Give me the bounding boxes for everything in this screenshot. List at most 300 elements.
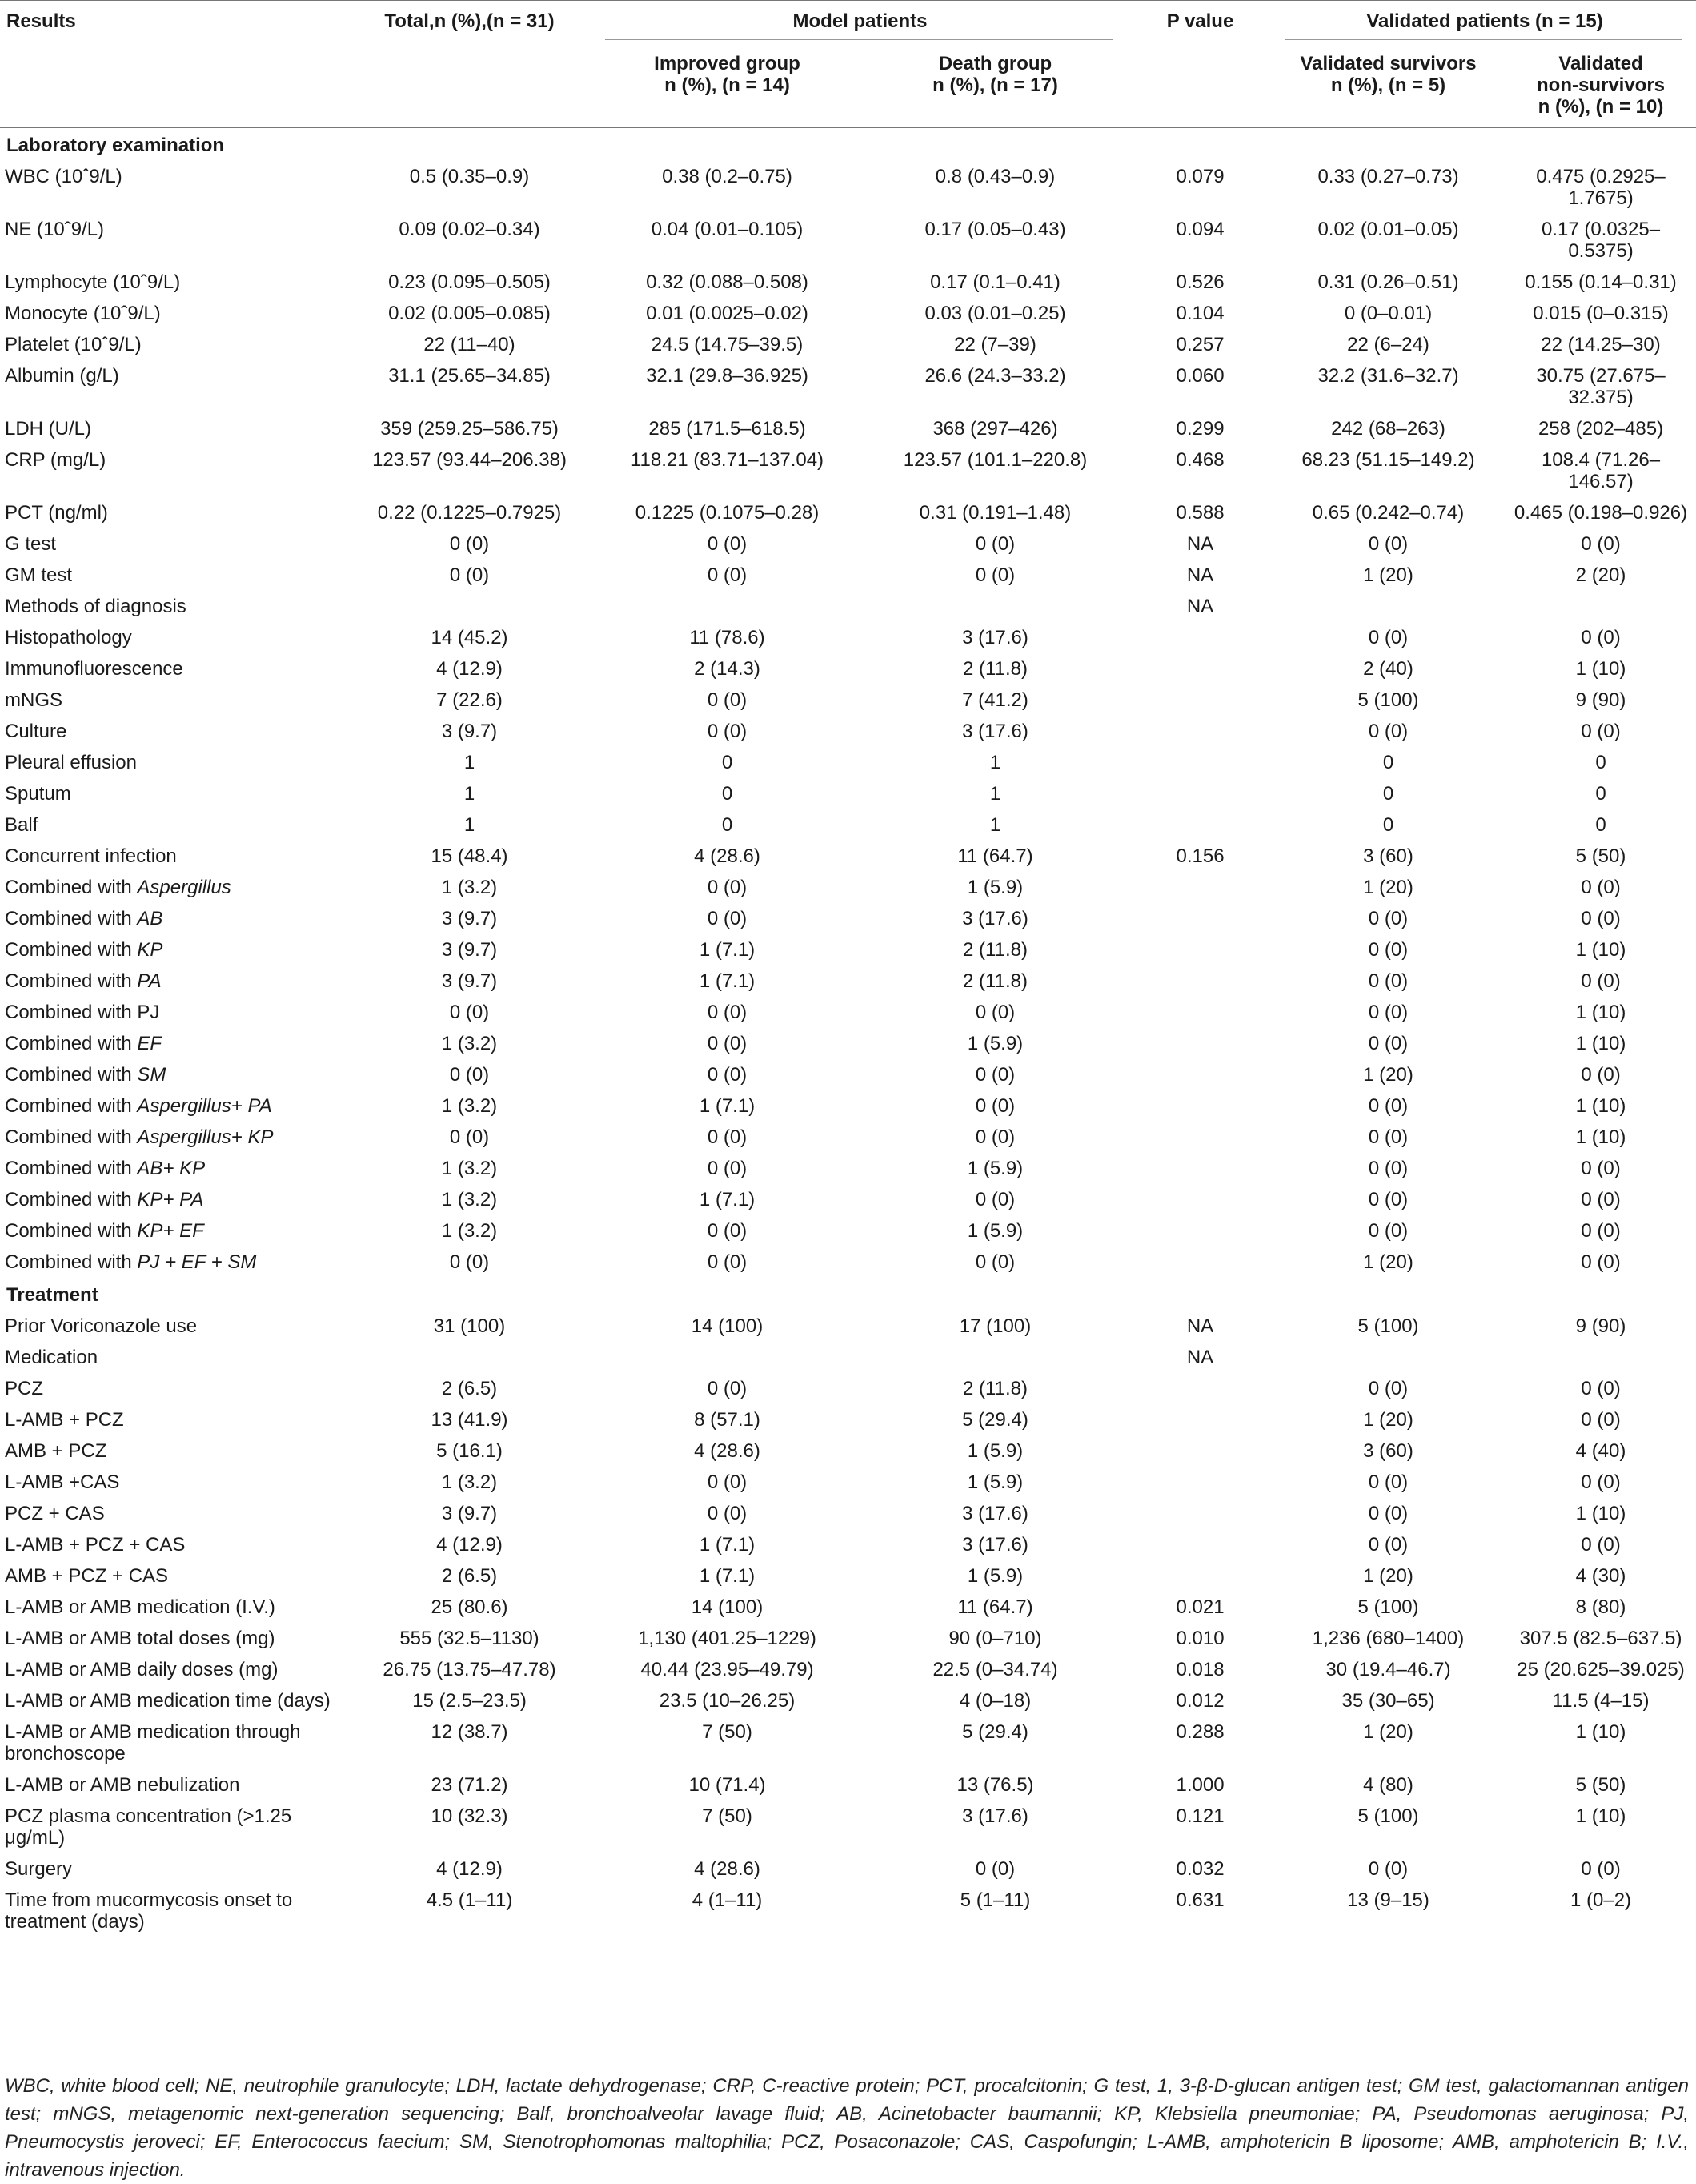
table-row xyxy=(0,329,1696,360)
table-cell: 5 (50) xyxy=(1575,1774,1626,1796)
table-cell: 0 (0) xyxy=(1368,1033,1409,1054)
table-cell: 25 (80.6) xyxy=(431,1596,508,1618)
table-cell: 359 (259.25–586.75) xyxy=(380,418,559,440)
table-cell: 4 (12.9) xyxy=(436,1534,503,1556)
table-cell: 0 (0) xyxy=(449,1126,490,1148)
table-cell xyxy=(1127,622,1271,653)
table-cell: 14 (100) xyxy=(691,1596,764,1618)
table-cell: 555 (32.5–1130) xyxy=(399,1628,539,1649)
row-label: GM test xyxy=(5,564,73,586)
table-cell: 1 (3.2) xyxy=(441,1220,498,1242)
table-cell: 3 (9.7) xyxy=(441,970,498,992)
table-cell: 0.17 (0.0325–0.5375) xyxy=(1541,219,1661,262)
table-cell: 1 (20) xyxy=(1363,564,1413,586)
table-cell: 31 (100) xyxy=(433,1315,506,1337)
row-label: Concurrent infection xyxy=(5,845,177,867)
table-cell: 22 (14.25–30) xyxy=(1541,334,1661,355)
table-cell: 0 (0) xyxy=(1368,908,1409,929)
table-cell: 3 (17.6) xyxy=(962,908,1028,929)
table-cell: 0 (0) xyxy=(1368,1858,1409,1880)
table-cell: 0 (0) xyxy=(1368,1378,1409,1399)
row-label: Albumin (g/L) xyxy=(5,365,119,387)
table-row xyxy=(0,1654,1696,1685)
table-cell xyxy=(1127,872,1271,903)
table-row xyxy=(0,1247,1696,1278)
table-cell: 0.32 (0.088–0.508) xyxy=(646,271,808,293)
table-cell: 30.75 (27.675–32.375) xyxy=(1536,365,1666,408)
table-cell: 1 (5.9) xyxy=(967,1471,1024,1493)
table-cell: 5 (100) xyxy=(1357,1805,1419,1827)
table-cell: 0.22 (0.1225–0.7925) xyxy=(377,502,562,524)
table-cell: 22.5 (0–34.74) xyxy=(932,1659,1058,1680)
row-label: PCZ + CAS xyxy=(5,1503,105,1524)
table-cell: 0 (0) xyxy=(707,1251,748,1273)
row-label: PCZ xyxy=(5,1378,43,1399)
table-cell: 32.2 (31.6–32.7) xyxy=(1317,365,1459,387)
row-label: Combined with EF xyxy=(5,1033,162,1054)
table-cell xyxy=(1127,934,1271,966)
row-label: Combined with KP+ PA xyxy=(5,1189,204,1210)
table-cell: 0 (0) xyxy=(975,1126,1016,1148)
table-row xyxy=(0,298,1696,329)
table-cell: 4 (12.9) xyxy=(436,658,503,680)
table-cell: 5 (29.4) xyxy=(962,1721,1028,1743)
row-label: Medication xyxy=(5,1347,98,1368)
table-cell xyxy=(1127,1467,1271,1498)
table-cell: 11 (78.6) xyxy=(689,627,765,648)
table-cell: 0 (0) xyxy=(707,1158,748,1179)
table-cell: 22 (6–24) xyxy=(1347,334,1429,355)
table-cell: 0.010 xyxy=(1176,1628,1225,1649)
table-cell: 0 (0) xyxy=(707,721,748,742)
table-cell xyxy=(1127,1028,1271,1059)
table-cell: 0.156 xyxy=(1176,845,1225,867)
table-cell: 368 (297–426) xyxy=(932,418,1058,440)
table-cell: 0 (0) xyxy=(1581,1858,1621,1880)
table-cell xyxy=(1127,1059,1271,1090)
table-row xyxy=(0,1769,1696,1801)
table-cell: 0 (0) xyxy=(1368,1158,1409,1179)
table-cell: 1,130 (401.25–1229) xyxy=(638,1628,816,1649)
table-cell xyxy=(1127,997,1271,1028)
table-row xyxy=(0,1885,1696,1941)
table-row xyxy=(0,528,1696,560)
row-label: L-AMB + PCZ xyxy=(5,1409,124,1431)
table-cell: 0 (0) xyxy=(707,564,748,586)
table-cell: 0.17 (0.05–0.43) xyxy=(924,219,1066,240)
row-label: L-AMB or AMB nebulization xyxy=(5,1774,240,1796)
table-row xyxy=(0,1853,1696,1885)
table-cell: 1 (0–2) xyxy=(1503,1885,1696,1941)
row-label: AMB + PCZ + CAS xyxy=(5,1565,169,1587)
table-cell: 68.23 (51.15–149.2) xyxy=(1301,449,1475,471)
table-cell: 23 (71.2) xyxy=(431,1774,508,1796)
table-cell: 0 (0) xyxy=(1368,1002,1409,1023)
header-validated-survivors: Validated survivors n (%), (n = 5) xyxy=(1271,40,1503,128)
table-cell xyxy=(1127,1153,1271,1184)
table-cell: 1 (10) xyxy=(1575,1721,1626,1743)
row-label: Lymphocyte (10ˆ9/L) xyxy=(5,271,181,293)
table-cell: 2 (20) xyxy=(1575,564,1626,586)
table-cell: 40.44 (23.95–49.79) xyxy=(640,1659,814,1680)
table-cell: 0 (0) xyxy=(1368,1095,1409,1117)
table-cell: 5 (16.1) xyxy=(436,1440,503,1462)
table-cell: 0 (0) xyxy=(1581,1378,1621,1399)
table-cell: 4.5 (1–11) xyxy=(346,1885,591,1941)
table-cell: 0 (0) xyxy=(975,1064,1016,1086)
table-cell: 0 (0) xyxy=(707,1503,748,1524)
table-row xyxy=(0,1716,1696,1769)
table-cell: 3 (17.6) xyxy=(962,627,1028,648)
table-cell: 1 (10) xyxy=(1575,1503,1626,1524)
section-title: Treatment xyxy=(6,1284,98,1306)
table-cell: 0.032 xyxy=(1176,1858,1225,1880)
header-death-group: Death group n (%), (n = 17) xyxy=(861,40,1127,128)
table-cell: 1 (5.9) xyxy=(967,1565,1024,1587)
table-cell: 0 (0) xyxy=(707,1064,748,1086)
table-cell: 1 (7.1) xyxy=(699,1565,756,1587)
table-row xyxy=(0,1090,1696,1122)
table-cell: 1 (10) xyxy=(1575,939,1626,961)
table-cell: 1 xyxy=(989,783,1001,805)
table-cell: 7 (50) xyxy=(702,1805,752,1827)
table-row xyxy=(0,1342,1696,1373)
table-row xyxy=(0,1215,1696,1247)
row-label: Combined with SM xyxy=(5,1064,166,1086)
table-cell xyxy=(346,1342,591,1373)
row-label: Prior Voriconazole use xyxy=(5,1315,198,1337)
table-cell: 0 (0) xyxy=(707,1378,748,1399)
row-label: G test xyxy=(5,533,57,555)
table-cell: 35 (30–65) xyxy=(1341,1690,1435,1712)
table-cell: 0.09 (0.02–0.34) xyxy=(399,219,540,240)
table-cell xyxy=(1127,1498,1271,1529)
table-cell: NA xyxy=(1186,1315,1214,1337)
table-cell xyxy=(1127,1404,1271,1435)
table-cell: 123.57 (101.1–220.8) xyxy=(903,449,1088,471)
table-cell: 1 (3.2) xyxy=(441,1189,498,1210)
table-cell: 0 (0) xyxy=(449,1251,490,1273)
table-cell: 0.631 xyxy=(1127,1885,1271,1941)
table-cell: 0 (0) xyxy=(1581,1064,1621,1086)
section-title: Laboratory examination xyxy=(6,134,225,156)
table-cell: 0 (0) xyxy=(1581,1534,1621,1556)
row-label: L-AMB or AMB medication time (days) xyxy=(5,1690,331,1712)
table-cell: 0 xyxy=(1382,814,1394,836)
table-row xyxy=(0,1435,1696,1467)
table-cell: 2 (40) xyxy=(1363,658,1413,680)
table-row xyxy=(0,1560,1696,1592)
table-cell: 0 xyxy=(1595,814,1606,836)
table-cell: 0 (0) xyxy=(1368,939,1409,961)
table-cell: 0 (0) xyxy=(1368,1471,1409,1493)
table-cell: 24.5 (14.75–39.5) xyxy=(651,334,804,355)
table-row xyxy=(0,560,1696,591)
table-footnote: WBC, white blood cell; NE, neutrophile granulocyte; LDH, lactate dehydrogenase; CRP, C-reactive protein; PCT, procalcitonin; G test, 1, 3-β-D-glucan antigen test; GM test, galactomannan antigen test; mNGS, metagenomic next-generation sequencing; Balf, bronchoalveolar lavage fluid; AB, Acinetobacter baumannii; KP, Klebsiella pneumoniae; PA, Pseudomonas aeruginosa; PJ, Pneumocystis jeroveci; EF, Enterococcus faecium; SM, Stenotrophomonas maltophilia; PCZ, Posaconazole; CAS, Caspofungin; L-AMB, amphotericin B liposome; AMB, amphotericin B; I.V., intravenous injection. xyxy=(5,2075,1689,2181)
table-cell: 0 (0) xyxy=(1368,721,1409,742)
table-cell xyxy=(591,591,861,622)
table-cell: 1 (7.1) xyxy=(699,1095,756,1117)
table-cell: 0.17 (0.1–0.41) xyxy=(930,271,1061,293)
row-label: Combined with PJ xyxy=(5,1002,160,1023)
table-cell: 0 (0) xyxy=(707,533,748,555)
table-row xyxy=(0,1404,1696,1435)
table-row xyxy=(0,1153,1696,1184)
table-row xyxy=(0,1623,1696,1654)
row-label: LDH (U/L) xyxy=(5,418,92,440)
table-cell xyxy=(1127,716,1271,747)
table-cell: 2 (11.8) xyxy=(963,1378,1028,1399)
table-cell: 0.015 (0–0.315) xyxy=(1533,303,1669,324)
table-cell xyxy=(1127,903,1271,934)
table-cell: 2 (6.5) xyxy=(441,1565,498,1587)
table-cell: 0 (0) xyxy=(1581,970,1621,992)
table-cell: 0 (0) xyxy=(707,1033,748,1054)
table-cell: 11.5 (4–15) xyxy=(1552,1690,1650,1712)
table-row xyxy=(0,685,1696,716)
table-cell: 15 (2.5–23.5) xyxy=(412,1690,527,1712)
table-cell: 1 (10) xyxy=(1575,1033,1626,1054)
table-row xyxy=(0,809,1696,841)
table-cell: 7 (22.6) xyxy=(436,689,503,711)
table-cell: 0.018 xyxy=(1176,1659,1225,1680)
table-cell: 0 (0) xyxy=(1581,1409,1621,1431)
table-cell: 242 (68–263) xyxy=(1331,418,1445,440)
table-cell: 3 (9.7) xyxy=(441,721,498,742)
table-cell: 9 (90) xyxy=(1575,1315,1626,1337)
table-cell: 13 (41.9) xyxy=(431,1409,508,1431)
table-row xyxy=(0,966,1696,997)
table-cell: 90 (0–710) xyxy=(948,1628,1042,1649)
table-cell xyxy=(1127,685,1271,716)
table-cell: 307.5 (82.5–637.5) xyxy=(1519,1628,1682,1649)
row-label: Balf xyxy=(5,814,38,836)
table-cell: 0 (0) xyxy=(1581,1220,1621,1242)
table-cell: 1.000 xyxy=(1176,1774,1225,1796)
row-label: L-AMB +CAS xyxy=(5,1471,120,1493)
table-cell: 0.33 (0.27–0.73) xyxy=(1317,166,1459,187)
table-cell: 0.04 (0.01–0.105) xyxy=(651,219,804,240)
table-cell: 2 (11.8) xyxy=(963,970,1028,992)
table-cell: 0 (0) xyxy=(975,1189,1016,1210)
table-cell: 0.021 xyxy=(1176,1596,1225,1618)
header-row-1 xyxy=(0,1,1696,41)
table-cell: 3 (60) xyxy=(1363,1440,1413,1462)
table-cell: 1 (3.2) xyxy=(441,1095,498,1117)
table-cell: 0.23 (0.095–0.505) xyxy=(388,271,551,293)
table-row xyxy=(0,716,1696,747)
table-cell: 0.155 (0.14–0.31) xyxy=(1525,271,1677,293)
table-cell: NA xyxy=(1186,564,1214,586)
header-total: Total,n (%),(n = 31) xyxy=(346,1,591,41)
row-label: CRP (mg/L) xyxy=(5,449,106,471)
table-cell: 2 (6.5) xyxy=(441,1378,498,1399)
table-cell: 0.299 xyxy=(1176,418,1225,440)
table-cell: 1 (10) xyxy=(1575,1126,1626,1148)
table-cell: 0 xyxy=(1382,783,1394,805)
table-cell: 1 (20) xyxy=(1363,1064,1413,1086)
table-row xyxy=(0,1373,1696,1404)
table-cell: 5 (100) xyxy=(1357,1596,1419,1618)
section-header-row xyxy=(0,1278,1696,1311)
table-cell: 0 (0) xyxy=(1581,721,1621,742)
table-cell: 0 (0) xyxy=(449,564,490,586)
table-cell: 3 (17.6) xyxy=(962,1534,1028,1556)
table-cell: 0 (0) xyxy=(707,1220,748,1242)
table-cell: 1 (7.1) xyxy=(699,1534,756,1556)
table-cell xyxy=(1127,1560,1271,1592)
table-row xyxy=(0,161,1696,214)
table-row xyxy=(0,903,1696,934)
row-label: PCT (ng/ml) xyxy=(5,502,108,524)
table-cell: 1 (10) xyxy=(1575,658,1626,680)
table-cell: 14 (100) xyxy=(691,1315,764,1337)
table-cell: 0 xyxy=(721,814,733,836)
table-cell: 4 (12.9) xyxy=(436,1858,503,1880)
table-cell: 0.012 xyxy=(1176,1690,1225,1712)
table-cell: 3 (17.6) xyxy=(962,721,1028,742)
row-label: mNGS xyxy=(5,689,62,711)
table-cell: 1,236 (680–1400) xyxy=(1312,1628,1465,1649)
table-cell: 118.21 (83.71–137.04) xyxy=(630,449,824,471)
table-cell: 0 (0) xyxy=(1368,533,1409,555)
table-cell: 26.6 (24.3–33.2) xyxy=(924,365,1066,387)
table-row xyxy=(0,1122,1696,1153)
table-cell: 5 (100) xyxy=(1357,689,1419,711)
table-cell xyxy=(1127,966,1271,997)
table-row xyxy=(0,1685,1696,1716)
table-cell: 14 (45.2) xyxy=(431,627,508,648)
table-cell: 1 (5.9) xyxy=(967,877,1024,898)
table-cell xyxy=(1127,1435,1271,1467)
table-cell: 22 (7–39) xyxy=(954,334,1036,355)
table-row xyxy=(0,1801,1696,1853)
table-cell: 2 (14.3) xyxy=(694,658,760,680)
table-cell xyxy=(591,1342,861,1373)
table-row xyxy=(0,1592,1696,1623)
table-cell: 0 (0–0.01) xyxy=(1344,303,1433,324)
table-row xyxy=(0,1059,1696,1090)
table-cell: 1 (7.1) xyxy=(699,970,756,992)
table-cell: 4 (28.6) xyxy=(694,1440,760,1462)
table-row xyxy=(0,214,1696,267)
table-row xyxy=(0,1184,1696,1215)
table-cell: 0 xyxy=(721,752,733,773)
header-improved-group: Improved group n (%), (n = 14) xyxy=(591,40,861,128)
table-cell: NA xyxy=(1186,1347,1214,1368)
table-cell: 0.8 (0.43–0.9) xyxy=(935,166,1056,187)
table-cell xyxy=(1127,747,1271,778)
table-cell: 13 (9–15) xyxy=(1271,1885,1503,1941)
table-cell: 3 (60) xyxy=(1363,845,1413,867)
header-row-2 xyxy=(0,40,1696,128)
table-cell: 15 (48.4) xyxy=(431,845,508,867)
row-label: Methods of diagnosis xyxy=(5,596,186,617)
table-cell: 1 (5.9) xyxy=(967,1158,1024,1179)
row-label: Immunofluorescence xyxy=(5,658,183,680)
table-cell: 3 (9.7) xyxy=(441,908,498,929)
row-label: Combined with KP+ EF xyxy=(5,1220,204,1242)
row-label: Combined with PA xyxy=(5,970,162,992)
table-cell xyxy=(861,1342,1127,1373)
table-cell: 0 (0) xyxy=(707,877,748,898)
table-cell: 8 (80) xyxy=(1575,1596,1626,1618)
table-cell xyxy=(1127,778,1271,809)
table-cell: NA xyxy=(1186,596,1214,617)
row-label: Surgery xyxy=(5,1858,73,1880)
table-cell: 0 xyxy=(1595,783,1606,805)
table-cell: 0.03 (0.01–0.25) xyxy=(924,303,1066,324)
table-cell: 5 (1–11) xyxy=(861,1885,1127,1941)
table-cell: 0 (0) xyxy=(975,564,1016,586)
table-cell: 1 (3.2) xyxy=(441,1033,498,1054)
table-cell: 8 (57.1) xyxy=(694,1409,760,1431)
table-cell: 108.4 (71.26–146.57) xyxy=(1541,449,1661,492)
table-cell: 1 xyxy=(463,814,475,836)
table-cell: 4 (0–18) xyxy=(959,1690,1032,1712)
table-cell: 1 (20) xyxy=(1363,1409,1413,1431)
table-cell: 0.257 xyxy=(1176,334,1225,355)
table-cell: 1 (20) xyxy=(1363,877,1413,898)
table-cell: 0 (0) xyxy=(449,533,490,555)
table-cell: 5 (100) xyxy=(1357,1315,1419,1337)
table-cell: 0.02 (0.01–0.05) xyxy=(1317,219,1459,240)
row-label: Combined with Aspergillus xyxy=(5,877,231,898)
table-row xyxy=(0,497,1696,528)
table-cell: 0 (0) xyxy=(1581,1251,1621,1273)
table-cell xyxy=(1127,653,1271,685)
table-cell: 17 (100) xyxy=(959,1315,1032,1337)
header-pvalue: P value xyxy=(1127,1,1271,41)
table-row xyxy=(0,1529,1696,1560)
header-validated-nonsurvivors: Validated non-survivors n (%), (n = 10) xyxy=(1503,40,1696,128)
row-label: Combined with Aspergillus+ KP xyxy=(5,1126,274,1148)
table-cell: 0 (0) xyxy=(1581,1158,1621,1179)
table-row xyxy=(0,747,1696,778)
table-cell: 0 (0) xyxy=(707,908,748,929)
table-cell: 0 (0) xyxy=(1581,533,1621,555)
table-cell xyxy=(1503,591,1696,622)
table-cell: 0.5 (0.35–0.9) xyxy=(409,166,530,187)
table-cell: 4 (1–11) xyxy=(591,1885,861,1941)
table-cell: 0.468 xyxy=(1176,449,1225,471)
table-cell: 0 xyxy=(1595,752,1606,773)
table-cell: 0 (0) xyxy=(1581,877,1621,898)
table-cell: 1 (5.9) xyxy=(967,1220,1024,1242)
table-cell: 1 (3.2) xyxy=(441,1471,498,1493)
table-cell: 0 (0) xyxy=(707,689,748,711)
row-label: Combined with KP xyxy=(5,939,163,961)
table-cell: 11 (64.7) xyxy=(957,1596,1033,1618)
table-body xyxy=(0,128,1696,1941)
table-row xyxy=(0,591,1696,622)
table-cell: 0.121 xyxy=(1176,1805,1225,1827)
table-row xyxy=(0,1311,1696,1342)
table-row xyxy=(0,413,1696,444)
table-cell: 0.65 (0.242–0.74) xyxy=(1312,502,1465,524)
table-cell: 1 (5.9) xyxy=(967,1033,1024,1054)
table-cell: 4 (28.6) xyxy=(694,845,760,867)
table-cell: 0.31 (0.191–1.48) xyxy=(919,502,1072,524)
table-row xyxy=(0,267,1696,298)
table-cell: 7 (41.2) xyxy=(962,689,1028,711)
row-label: AMB + PCZ xyxy=(5,1440,107,1462)
table-cell: 0 (0) xyxy=(1581,908,1621,929)
table-cell: 0.526 xyxy=(1176,271,1225,293)
row-label: L-AMB or AMB medication through bronchoscope xyxy=(5,1721,301,1764)
row-label: Time from mucormycosis onset to treatment (days) xyxy=(0,1885,346,1941)
table-cell: 0 (0) xyxy=(975,1002,1016,1023)
